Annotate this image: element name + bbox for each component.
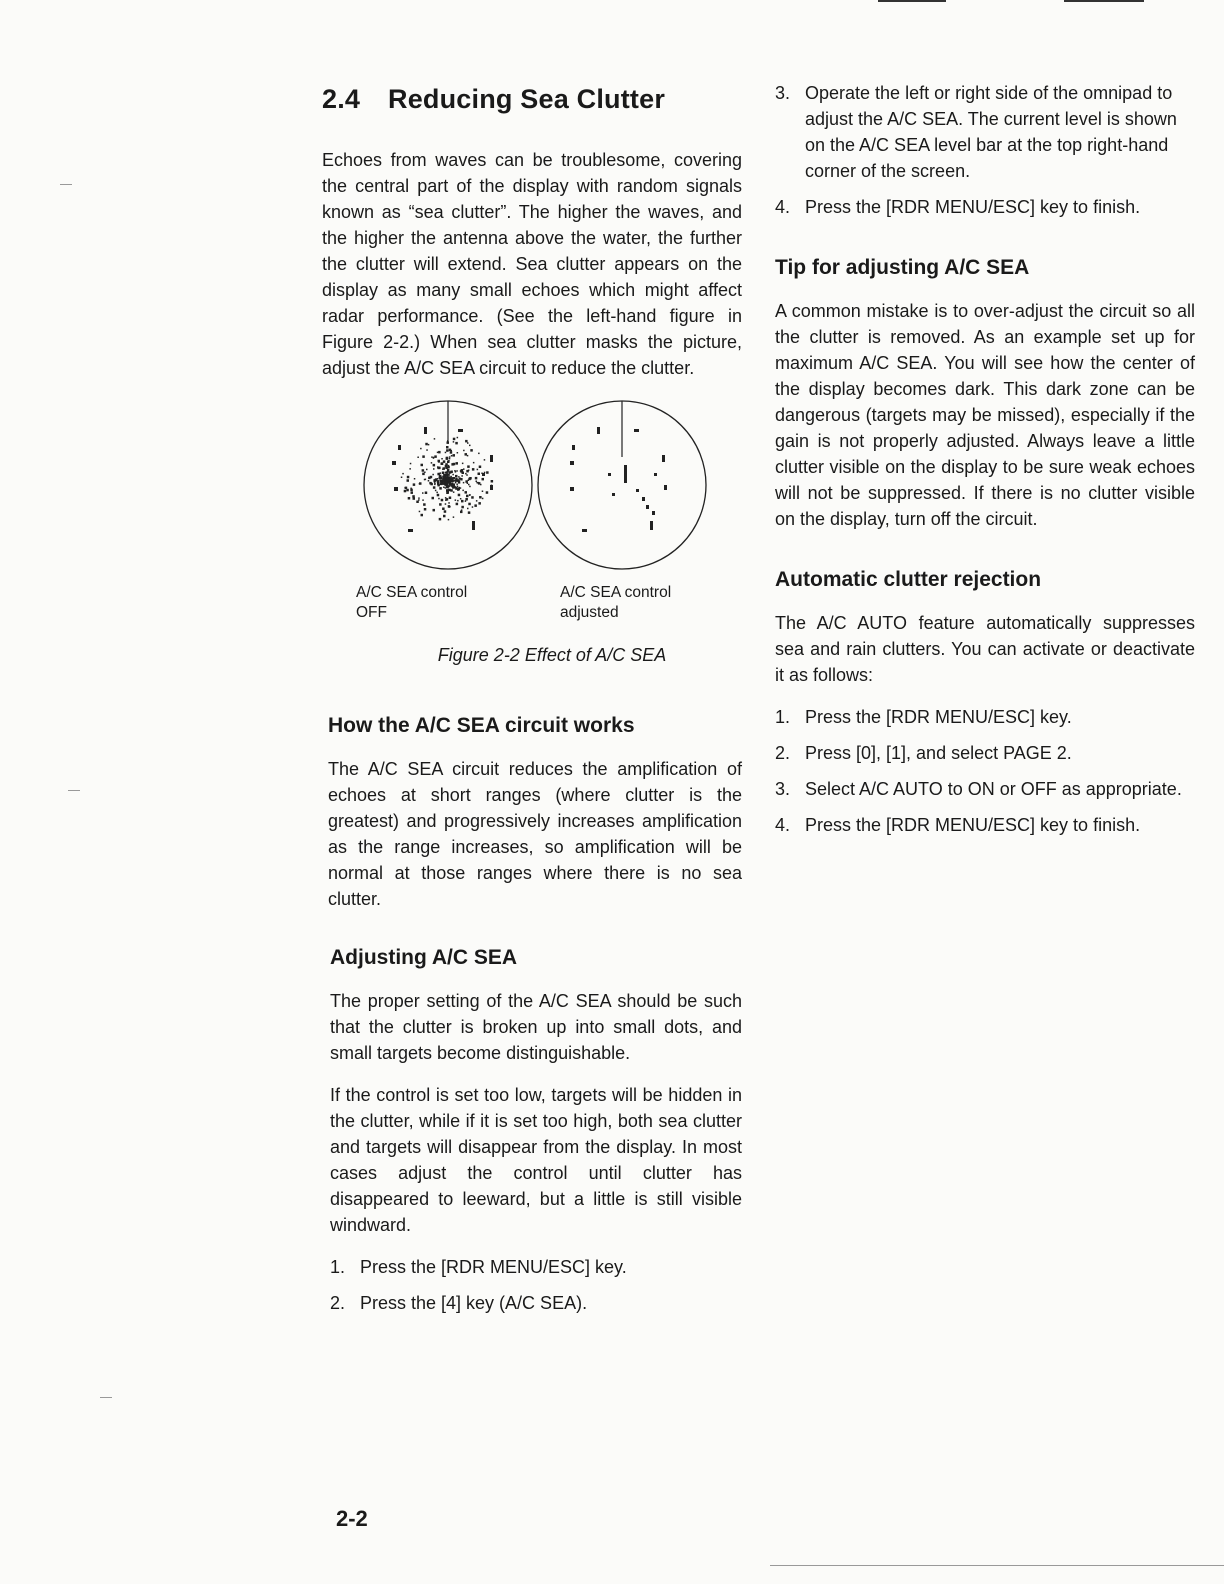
clutter-dot — [469, 477, 472, 480]
clutter-dot — [469, 494, 471, 496]
section-title: Reducing Sea Clutter — [388, 84, 666, 114]
list-item — [775, 776, 1195, 802]
clutter-dot — [457, 488, 460, 491]
clutter-dot — [445, 487, 447, 489]
auto-heading: Automatic clutter rejection — [775, 568, 1042, 591]
clutter-dot — [482, 478, 485, 481]
clutter-dot — [407, 479, 410, 482]
clutter-dot — [479, 466, 482, 469]
clutter-dot — [414, 478, 416, 480]
how-works-heading: How the A/C SEA circuit works — [328, 714, 635, 737]
list-item — [330, 1290, 742, 1316]
clutter-dot — [453, 516, 455, 518]
tip-section — [775, 256, 1195, 532]
clutter-dot — [447, 469, 450, 472]
clutter-dot — [447, 477, 449, 479]
clutter-dot — [463, 482, 465, 484]
clutter-dot — [451, 450, 453, 452]
adjusting-section — [322, 946, 742, 1316]
clutter-dot — [428, 477, 431, 480]
clutter-dot — [442, 508, 445, 511]
clutter-dot — [421, 514, 424, 517]
tip-paragraph: A common mistake is to over-adjust the circuit so all the clutter is removed. As an example set up for maximum A/C SEA. You will see how the center of the display becomes dark. This dark zone can be dangerous (targets may be missed), especially if the gain is not properly adjusted. Always leave a little clutter visible on the display to be sure weak echoes will not be suppressed. If there is no clutter visible on the display, turn off the circuit. — [775, 301, 1195, 529]
clutter-dot — [434, 481, 436, 483]
clutter-dot — [455, 471, 457, 473]
clutter-dot — [457, 437, 459, 439]
clutter-dot — [484, 472, 486, 474]
clutter-dot — [457, 452, 459, 454]
clutter-dot — [467, 442, 469, 444]
clutter-dot — [423, 503, 426, 506]
adjusting-paragraph-2: If the control is set too low, targets will be hidden in the clutter, while if it is set too high, both sea clutter and targets will disappear from the display. In most cases adjust the control until clutter has disappeared to leeward, but a little is still visible windward. — [330, 1085, 742, 1235]
clutter-dot — [447, 441, 450, 444]
clutter-dot — [433, 464, 436, 467]
clutter-dot — [462, 472, 465, 475]
clutter-dot — [466, 495, 469, 498]
step-number: 3. — [775, 779, 791, 799]
clutter-dot — [466, 474, 468, 476]
clutter-dot — [422, 499, 424, 501]
clutter-dot — [471, 496, 474, 499]
list-item — [775, 194, 1195, 220]
clutter-dot — [433, 486, 436, 489]
clutter-dot — [476, 500, 478, 502]
clutter-dot — [439, 518, 442, 521]
clutter-dot — [404, 487, 406, 489]
step-text: Press the [RDR MENU/ESC] key. — [805, 707, 1072, 727]
auto-paragraph: The A/C AUTO feature automatically suppresses sea and rain clutters. You can activate or deactivate it as follows: — [775, 613, 1195, 685]
clutter-dot — [419, 482, 422, 485]
clutter-dot — [456, 462, 459, 465]
step-number: 2. — [775, 743, 791, 763]
list-item — [775, 812, 1195, 838]
clutter-dot — [449, 456, 451, 458]
clutter-dot — [445, 497, 447, 499]
clutter-dot — [425, 479, 427, 481]
clutter-dot — [460, 498, 462, 500]
clutter-dot — [469, 445, 471, 447]
clutter-dot — [432, 497, 435, 500]
clutter-dot — [439, 487, 442, 490]
clutter-dot — [446, 490, 448, 492]
clutter-dot — [453, 454, 456, 457]
clutter-dot — [447, 466, 450, 469]
clutter-dot — [440, 479, 442, 481]
clutter-dot — [458, 494, 461, 497]
clutter-dot — [402, 473, 404, 475]
radar-diagrams — [346, 397, 726, 577]
clutter-dot — [446, 492, 449, 495]
clutter-dot — [434, 455, 437, 458]
caption-left-line1: A/C SEA control — [356, 584, 468, 601]
clutter-dot — [461, 506, 464, 509]
clutter-dot — [486, 471, 489, 474]
clutter-dot — [426, 469, 428, 471]
clutter-dot — [467, 455, 469, 457]
clutter-dot — [462, 490, 464, 492]
list-item — [775, 740, 1195, 766]
clutter-dot — [446, 449, 449, 452]
clutter-dot — [451, 483, 453, 485]
clutter-dot — [470, 449, 473, 452]
clutter-dot — [468, 484, 470, 486]
clutter-dot — [442, 472, 445, 475]
clutter-dot — [465, 491, 468, 494]
step-number: 4. — [775, 815, 791, 835]
clutter-dot — [465, 498, 468, 501]
step-text: Press the [RDR MENU/ESC] key to finish. — [805, 197, 1141, 217]
clutter-dot — [442, 469, 444, 471]
clutter-dot — [445, 452, 447, 454]
clutter-dot — [468, 503, 471, 506]
clutter-dot — [458, 476, 460, 478]
clutter-dot — [404, 490, 407, 493]
clutter-dot — [455, 442, 458, 445]
clutter-dot — [441, 458, 443, 460]
clutter-dot — [462, 463, 464, 465]
caption-left-line2: OFF — [356, 604, 387, 621]
clutter-dot — [453, 438, 456, 441]
clutter-dot — [455, 487, 457, 489]
clutter-dot — [425, 492, 428, 495]
clutter-dot — [438, 460, 441, 463]
clutter-dot — [445, 503, 447, 505]
clutter-dot — [452, 474, 454, 476]
clutter-dot — [436, 480, 438, 482]
bottom-rule — [770, 1565, 1224, 1566]
clutter-dot — [478, 473, 481, 476]
clutter-dot — [441, 462, 444, 465]
radar-clutter-off — [364, 401, 532, 569]
figure-2-2 — [322, 397, 742, 627]
step-text: Select A/C AUTO to ON or OFF as appropriate. — [805, 779, 1182, 799]
clutter-dot — [455, 499, 457, 501]
step-number: 2. — [330, 1293, 346, 1313]
clutter-dot — [424, 508, 427, 511]
clutter-dot — [444, 510, 447, 513]
clutter-dot — [412, 495, 415, 498]
clutter-dot — [445, 478, 447, 480]
clutter-dot — [453, 491, 455, 493]
caption-right-line1: A/C SEA control — [560, 584, 672, 601]
clutter-dot — [437, 494, 440, 497]
clutter-dot — [431, 462, 433, 464]
page-number: 2-2 — [336, 1506, 368, 1531]
clutter-dot — [434, 438, 436, 440]
how-works-section — [322, 714, 742, 912]
clutter-dot — [406, 489, 409, 492]
clutter-dot — [467, 508, 469, 510]
clutter-dot — [455, 482, 457, 484]
clutter-dot — [454, 480, 456, 482]
right-column — [775, 80, 1195, 848]
clutter-dot — [465, 440, 468, 443]
clutter-dot — [486, 491, 489, 494]
clutter-dot — [445, 472, 447, 474]
adjusting-heading: Adjusting A/C SEA — [330, 946, 518, 969]
auto-steps — [775, 704, 1195, 838]
clutter-dot — [445, 465, 448, 468]
left-column — [322, 84, 742, 1326]
clutter-dot — [463, 450, 465, 452]
clutter-dot — [448, 460, 450, 462]
clutter-dot — [449, 471, 452, 474]
margin-mark — [100, 1397, 112, 1398]
clutter-dot — [456, 470, 458, 472]
clutter-dot — [437, 484, 440, 487]
clutter-dot — [444, 481, 447, 484]
step-text: Press [0], [1], and select PAGE 2. — [805, 743, 1072, 763]
clutter-dot — [445, 484, 448, 487]
clutter-dot — [448, 489, 450, 491]
clutter-dot — [457, 486, 459, 488]
clutter-dot — [421, 464, 424, 467]
clutter-dot — [449, 497, 452, 500]
caption-left — [356, 583, 467, 623]
clutter-dot — [425, 443, 428, 446]
clutter-dot — [465, 473, 467, 475]
auto-section — [775, 568, 1195, 838]
clutter-dot — [407, 476, 410, 479]
clutter-dot — [476, 481, 478, 483]
clutter-dot — [448, 519, 450, 521]
clutter-dot — [429, 482, 432, 485]
clutter-dot — [475, 477, 478, 480]
caption-right — [560, 583, 671, 623]
clutter-dot — [411, 491, 414, 494]
tip-heading: Tip for adjusting A/C SEA — [775, 256, 1030, 279]
clutter-dot — [433, 457, 435, 459]
clutter-dot — [447, 486, 449, 488]
section-number: 2.4 — [322, 84, 361, 114]
clutter-dot — [453, 441, 455, 443]
figure-title: Figure 2-2 Effect of A/C SEA — [437, 645, 667, 665]
clutter-dot — [441, 482, 444, 485]
clutter-dot — [479, 496, 482, 499]
clutter-dot — [453, 484, 456, 487]
clutter-dot — [478, 502, 481, 505]
clutter-dot — [474, 504, 477, 507]
step-text: Press the [4] key (A/C SEA). — [360, 1293, 588, 1313]
clutter-dot — [410, 488, 412, 490]
clutter-dot — [410, 463, 412, 465]
clutter-dot — [436, 492, 438, 494]
clutter-dot — [419, 511, 421, 513]
clutter-dot — [418, 497, 420, 499]
clutter-dot — [440, 472, 442, 474]
clutter-dot — [455, 475, 458, 478]
clutter-dot — [417, 457, 419, 459]
clutter-dot — [432, 474, 434, 476]
clutter-dot — [484, 459, 486, 461]
step-text: Operate the left or right side of the omnipad to adjust the A/C SEA. The current level is shown on the A/C SEA level bar at the top right-hand corner of the screen. — [805, 83, 1177, 181]
clutter-dot — [457, 500, 459, 502]
caption-right-line2: adjusted — [560, 604, 619, 621]
list-item — [330, 1254, 742, 1280]
clutter-dot — [440, 476, 442, 478]
clutter-dot — [468, 470, 470, 472]
clutter-dot — [465, 500, 467, 502]
clutter-dot — [420, 448, 422, 450]
clutter-dot — [422, 455, 425, 458]
clutter-dot — [455, 478, 458, 481]
targets-right — [570, 427, 667, 532]
adjusting-steps-right — [775, 80, 1195, 220]
clutter-dot — [482, 498, 484, 500]
clutter-dot — [435, 490, 437, 492]
clutter-dot — [450, 451, 453, 454]
clutter-dot — [426, 449, 428, 451]
clutter-dot — [472, 506, 474, 508]
clutter-dot — [418, 499, 420, 501]
clutter-dot — [465, 453, 468, 456]
clutter-dot — [401, 477, 403, 479]
margin-mark — [68, 790, 80, 791]
clutter-dot — [459, 478, 461, 480]
clutter-dot — [491, 480, 494, 483]
clutter-dot — [450, 476, 452, 478]
clutter-dot — [451, 455, 453, 457]
clutter-dot — [438, 473, 440, 475]
step-number: 1. — [775, 707, 791, 727]
clutter-dot — [469, 486, 471, 488]
step-number: 1. — [330, 1257, 346, 1277]
clutter-dot — [443, 487, 445, 489]
clutter-dot — [456, 484, 458, 486]
clutter-dot — [467, 465, 470, 468]
clutter-dot — [472, 468, 475, 471]
clutter-dot — [447, 473, 450, 476]
clutter-dot — [428, 444, 430, 446]
clutter-dot — [451, 463, 454, 466]
clutter-dot — [465, 480, 468, 483]
clutter-dot — [428, 480, 430, 482]
clutter-dot — [438, 451, 441, 454]
clutter-dot — [409, 468, 411, 470]
section-heading — [322, 84, 742, 115]
clutter-dot — [476, 482, 478, 484]
sea-clutter — [401, 437, 493, 521]
clutter-dot — [422, 473, 425, 476]
step-number: 3. — [775, 83, 791, 103]
clutter-dot — [408, 497, 411, 500]
clutter-dot — [448, 502, 450, 504]
clutter-dot — [456, 503, 459, 506]
margin-mark — [60, 184, 72, 185]
clutter-dot — [437, 452, 439, 454]
intro-paragraph: Echoes from waves can be troublesome, covering the central part of the display with random signals known as “sea clutter”. The higher the waves, and the higher the antenna above the water, the further the clutter will extend. Sea clutter appears on the display as many small echoes which might affect radar performance. (See the left-hand figure in Figure 2-2.) When sea clutter masks the picture, adjust the A/C SEA circuit to reduce the clutter. — [322, 150, 742, 378]
clutter-dot — [468, 511, 471, 514]
adjusting-steps-left — [330, 1254, 742, 1316]
clutter-dot — [443, 515, 446, 518]
clutter-dot — [473, 462, 475, 464]
clutter-dot — [431, 456, 433, 458]
clutter-dot — [433, 509, 436, 512]
clutter-dot — [416, 501, 419, 504]
clutter-dot — [441, 499, 444, 502]
clutter-dot — [446, 446, 449, 449]
clutter-dot — [422, 492, 424, 494]
clutter-dot — [461, 475, 463, 477]
clutter-dot — [449, 458, 451, 460]
clutter-dot — [480, 484, 482, 486]
step-number: 4. — [775, 197, 791, 217]
clutter-dot — [461, 500, 464, 503]
clutter-dot — [463, 468, 465, 470]
clutter-dot — [437, 478, 439, 480]
clutter-dot — [482, 491, 484, 493]
clutter-dot — [433, 468, 435, 470]
how-works-paragraph: The A/C SEA circuit reduces the amplification of echoes at short ranges (where clutter is the greatest) and progressively increases amplification as the range increases, so amplification will be normal at those ranges where there is no sea clutter. — [328, 759, 742, 909]
clutter-dot — [460, 511, 463, 513]
clutter-dot — [413, 483, 416, 486]
clutter-dot — [444, 476, 447, 479]
clutter-dot — [477, 469, 479, 471]
clutter-dot — [438, 498, 440, 500]
radar-clutter-adjusted — [538, 401, 706, 569]
adjusting-paragraph-1: The proper setting of the A/C SEA should be such that the clutter is broken up into small dots, and small targets become distinguishable. — [330, 991, 742, 1063]
clutter-dot — [458, 481, 461, 484]
clutter-dot — [446, 457, 449, 460]
clutter-dot — [448, 479, 451, 482]
clutter-dot — [437, 467, 440, 470]
clutter-dot — [478, 453, 480, 455]
top-rule-right — [1064, 0, 1144, 2]
step-text: Press the [RDR MENU/ESC] key. — [360, 1257, 627, 1277]
clutter-dot — [458, 479, 460, 481]
clutter-dot — [422, 469, 425, 472]
clutter-dot — [449, 485, 451, 487]
clutter-dot — [448, 505, 451, 508]
step-text: Press the [RDR MENU/ESC] key to finish. — [805, 815, 1141, 835]
top-rule-left — [878, 0, 946, 2]
list-item — [775, 704, 1195, 730]
clutter-dot — [439, 503, 442, 506]
list-item — [775, 80, 1195, 184]
clutter-dot — [434, 484, 436, 486]
